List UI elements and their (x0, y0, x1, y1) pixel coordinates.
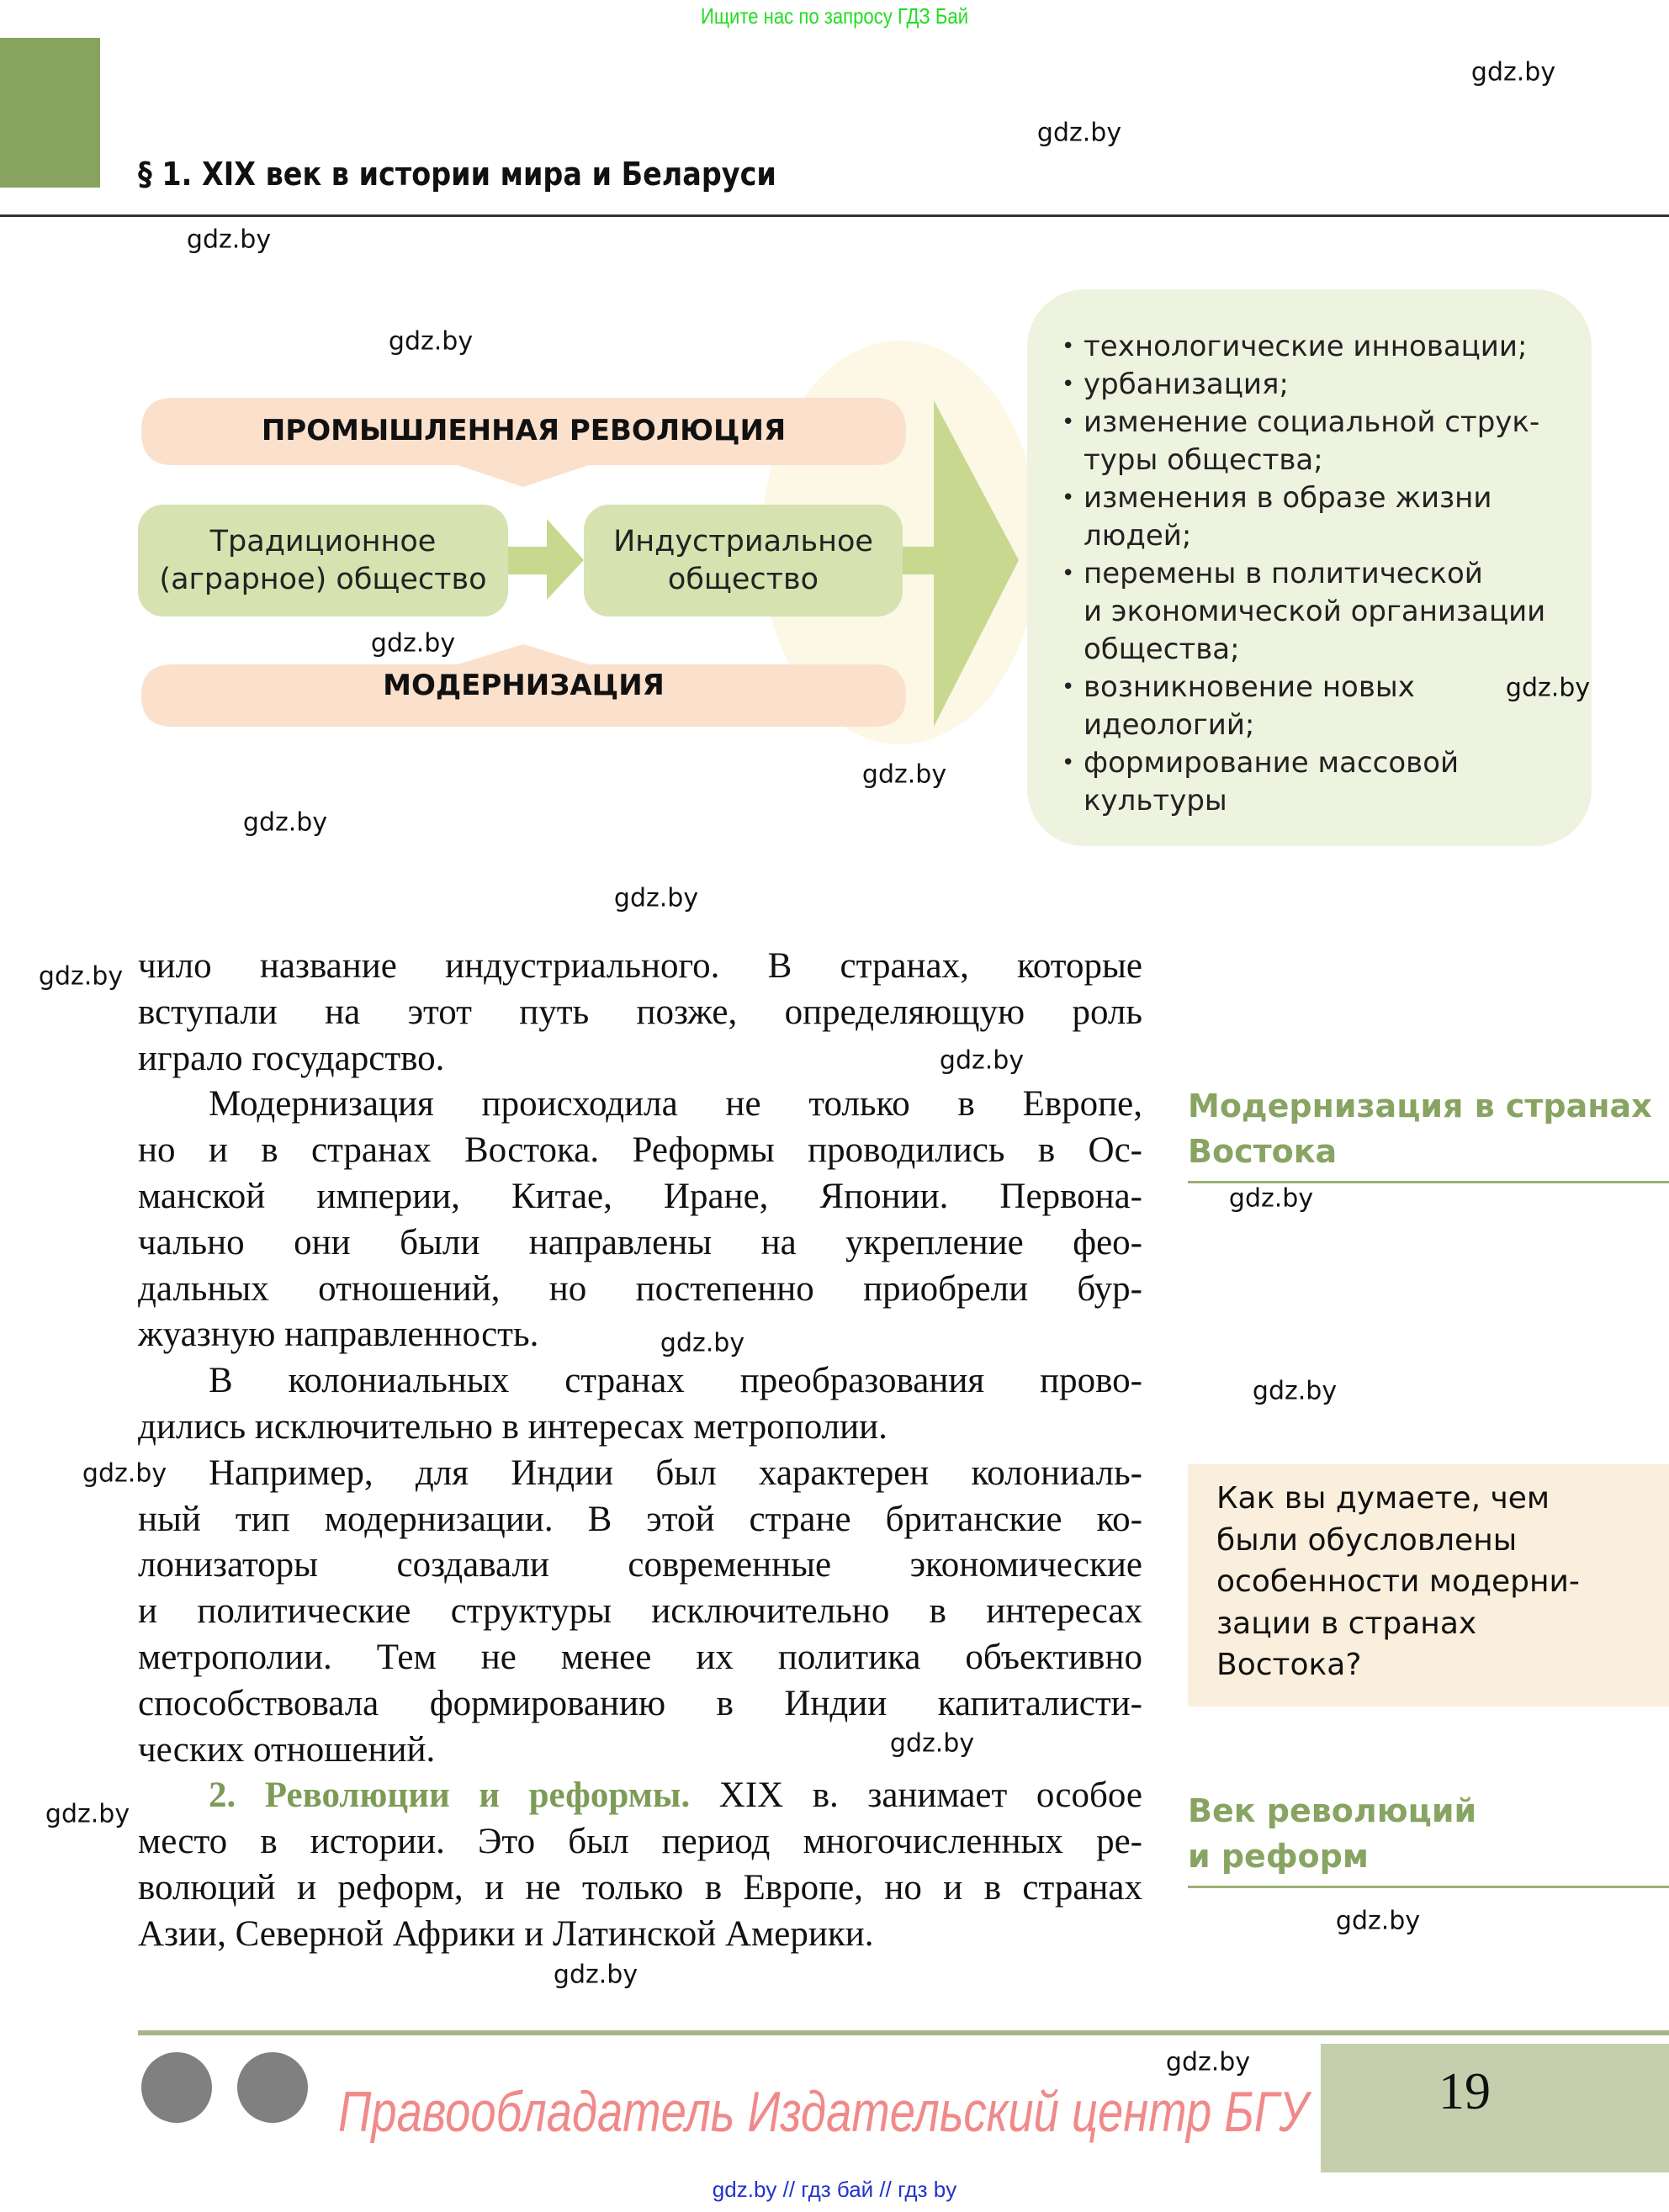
watermark: gdz.by (1252, 1376, 1338, 1406)
page-number-box (1321, 2044, 1669, 2172)
section-heading: 2. Революции и реформы. (209, 1775, 691, 1816)
item-line: • формирование массовой (1084, 746, 1460, 780)
heading-line: и реформ (1188, 1838, 1369, 1875)
page-title: § 1. XIX век в истории мира и Беларуси (138, 156, 776, 193)
text-line: В колониальных странах преобразования прово- (209, 1361, 1142, 1401)
item-line: культуры (1084, 784, 1227, 818)
text-line: и политические структуры исключительно в интересах (138, 1591, 1142, 1632)
watermark: gdz.by (82, 1458, 167, 1489)
text-line (138, 1773, 1142, 1819)
label-line: Традиционное (209, 525, 437, 558)
question-line: особенности модерни- (1216, 1564, 1580, 1599)
text-line: вступали на этот путь позже, определяющую роль (138, 992, 1142, 1032)
text-line: дальных отношений, но постепенно приобрели бур- (138, 1268, 1142, 1309)
search-banner: Ищите нас по запросу ГДЗ Бай (700, 3, 969, 29)
text-line: Например, для Индии был характерен колониаль- (209, 1453, 1142, 1493)
circle-marker-icon (141, 2052, 212, 2123)
text-line: ный тип модернизации. В этой стране британские ко- (138, 1499, 1142, 1539)
watermark: gdz.by (613, 883, 699, 913)
watermark: gdz.by (1165, 2047, 1251, 2077)
item-line: и экономической организации (1084, 595, 1546, 628)
footer-divider (138, 2030, 1669, 2035)
label-line: общество (667, 563, 819, 596)
item-line: идеологий; (1084, 708, 1255, 742)
list-item (1062, 669, 1575, 744)
watermark: gdz.by (1228, 1183, 1314, 1214)
item-line: • урбанизация; (1084, 368, 1289, 401)
question-line: Как вы думаете, чем (1216, 1481, 1550, 1516)
watermark: gdz.by (889, 1728, 975, 1759)
copyright-notice: Правообладатель Издательский центр БГУ (338, 2080, 1309, 2144)
watermark: gdz.by (861, 759, 947, 790)
list-item (1062, 744, 1575, 820)
watermark: gdz.by (45, 1799, 130, 1829)
list-item (1062, 479, 1575, 555)
label-line: (аграрное) общество (159, 563, 487, 596)
list-item (1062, 328, 1575, 366)
label-line: Индустриальное (613, 525, 873, 558)
margin-divider (1188, 1886, 1669, 1888)
watermark: gdz.by (939, 1045, 1025, 1076)
text-line: чило название индустриального. В странах, которые (138, 946, 1142, 986)
list-item (1062, 555, 1575, 669)
watermark: gdz.by (388, 326, 474, 357)
results-list (1062, 328, 1575, 820)
text-line: ческих отношений. (138, 1729, 436, 1770)
page-number: 19 (1439, 2063, 1491, 2120)
text-line: манской империи, Китае, Иране, Японии. Первона- (138, 1176, 1142, 1216)
text-line: волюций и реформ, и не только в Европе, но и в странах (138, 1867, 1142, 1908)
item-line: • возникновение новых (1084, 670, 1415, 704)
text-line: играло государство. (138, 1038, 445, 1078)
heading-line: Модернизация в странах (1188, 1087, 1652, 1125)
text-line: дились исключительно в интересах метрополии. (138, 1406, 887, 1447)
main-text (138, 944, 1142, 1958)
item-line: • технологические инновации; (1084, 330, 1528, 363)
text-fragment: XIX в. занимает особое (690, 1775, 1142, 1816)
site-links[interactable]: gdz.by // гдз бай // гдз by (712, 2177, 957, 2202)
item-line: • изменение социальной струк- (1084, 405, 1540, 439)
watermark: gdz.by (553, 1960, 638, 1990)
list-item (1062, 404, 1575, 479)
text-line: но и в странах Востока. Реформы проводились в Ос- (138, 1130, 1142, 1171)
watermark: gdz.by (1335, 1906, 1421, 1936)
text-line: метрополии. Тем не менее их политика объективно (138, 1637, 1142, 1677)
text-line: лонизаторы создавали современные экономические (138, 1545, 1142, 1585)
heading-line: Востока (1188, 1133, 1338, 1170)
traditional-society-label (138, 523, 508, 599)
question-line: Востока? (1216, 1648, 1362, 1682)
text-line: жуазную направленность. (138, 1315, 539, 1355)
watermark: gdz.by (1470, 57, 1556, 87)
item-line: людей; (1084, 519, 1192, 553)
item-line: туры общества; (1084, 443, 1323, 477)
item-line: • изменения в образе жизни (1084, 481, 1492, 515)
question-line: были обусловлены (1216, 1522, 1518, 1558)
watermark: gdz.by (242, 807, 328, 838)
industrial-society-label (584, 523, 903, 599)
item-line: общества; (1084, 632, 1240, 666)
text-line: Азии, Северной Африки и Латинской Америки. (138, 1913, 874, 1954)
text-line: Модернизация происходила не только в Европе, (209, 1084, 1142, 1125)
arrow-icon (508, 519, 584, 600)
question-line: зации в странах (1216, 1606, 1477, 1641)
margin-heading-revolutions (1188, 1788, 1476, 1879)
question-box (1188, 1464, 1669, 1707)
question-text (1216, 1478, 1580, 1686)
text-line: место в истории. Это был период многочисленных ре- (138, 1822, 1142, 1862)
item-line: • перемены в политической (1084, 557, 1483, 590)
watermark: gdz.by (186, 225, 272, 255)
watermark: gdz.by (660, 1328, 745, 1358)
margin-heading-modernization (1188, 1083, 1652, 1174)
text-line: чально они были направлены на укрепление фео- (138, 1222, 1142, 1262)
watermark: gdz.by (370, 628, 456, 659)
watermark: gdz.by (1505, 673, 1591, 703)
list-item (1062, 366, 1575, 404)
watermark: gdz.by (38, 961, 124, 992)
text-line: способствовала формированию в Индии капиталисти- (138, 1683, 1142, 1723)
watermark: gdz.by (1036, 118, 1122, 148)
heading-line: Век революций (1188, 1792, 1477, 1829)
modernization-label: МОДЕРНИЗАЦИЯ (383, 669, 665, 702)
industrial-revolution-label: ПРОМЫШЛЕННАЯ РЕВОЛЮЦИЯ (261, 414, 787, 447)
circle-marker-icon (237, 2052, 308, 2123)
